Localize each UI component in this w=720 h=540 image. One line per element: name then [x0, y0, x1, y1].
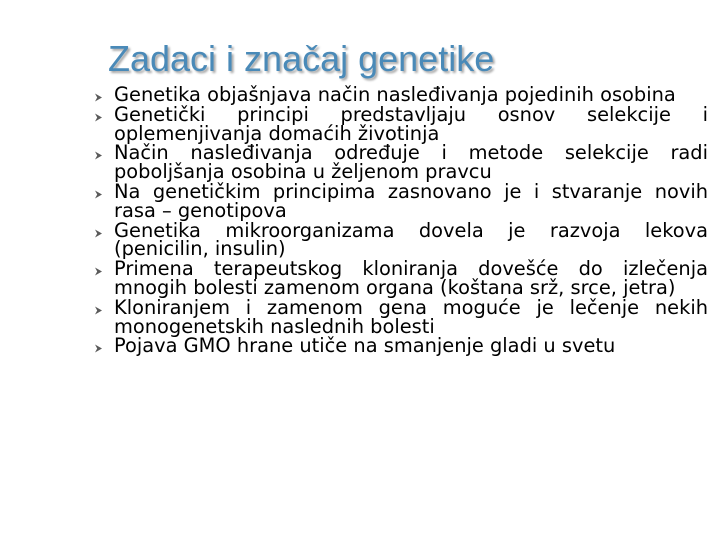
list-item — [86, 257, 708, 299]
arrow-bullet-icon — [94, 344, 103, 353]
bullet-text: Genetički principi predstavljaju osnov selekcije i oplemenjivanja domaćih životinja — [114, 102, 708, 145]
slide-title: Zadaci i značaj genetike — [108, 38, 495, 79]
list-item — [86, 218, 708, 261]
bullet-text: Primena terapeutskog kloniranja dovešće do izlečenja mnogih bolesti zamenom organa (koštana srž, srce, jetra) — [114, 257, 708, 299]
arrow-bullet-icon — [94, 113, 103, 122]
bullet-text: Genetika objašnjava način nasleđivanja pojedinih osobina — [114, 83, 676, 106]
list-item — [86, 179, 708, 222]
arrow-bullet-icon — [94, 306, 103, 315]
bullet-text: Genetika mikroorganizama dovela je razvoja lekova (penicilin, insulin) — [114, 218, 708, 261]
arrow-bullet-icon — [94, 151, 103, 160]
arrow-bullet-icon — [94, 267, 103, 276]
arrow-bullet-icon — [94, 190, 103, 199]
bullet-text: Na genetičkim principima zasnovano je i stvaranje novih rasa – genotipova — [114, 179, 708, 222]
arrow-bullet-icon — [94, 229, 103, 238]
list-item — [86, 334, 708, 358]
bullet-text: Kloniranjem i zamenom gena moguće je lečenje nekih monogenetskih naslednih bolesti — [114, 295, 708, 338]
list-item — [86, 102, 708, 145]
bullet-list — [86, 83, 708, 358]
list-item — [86, 83, 708, 106]
bullet-text: Način nasleđivanja određuje i metode selekcije radi poboljšanja osobina u željenom pravcu — [114, 141, 708, 184]
bullet-text: Pojava GMO hrane utiče na smanjenje gladi u svetu — [114, 334, 616, 358]
list-item — [86, 141, 708, 184]
arrow-bullet-icon — [94, 93, 103, 102]
list-item — [86, 295, 708, 338]
